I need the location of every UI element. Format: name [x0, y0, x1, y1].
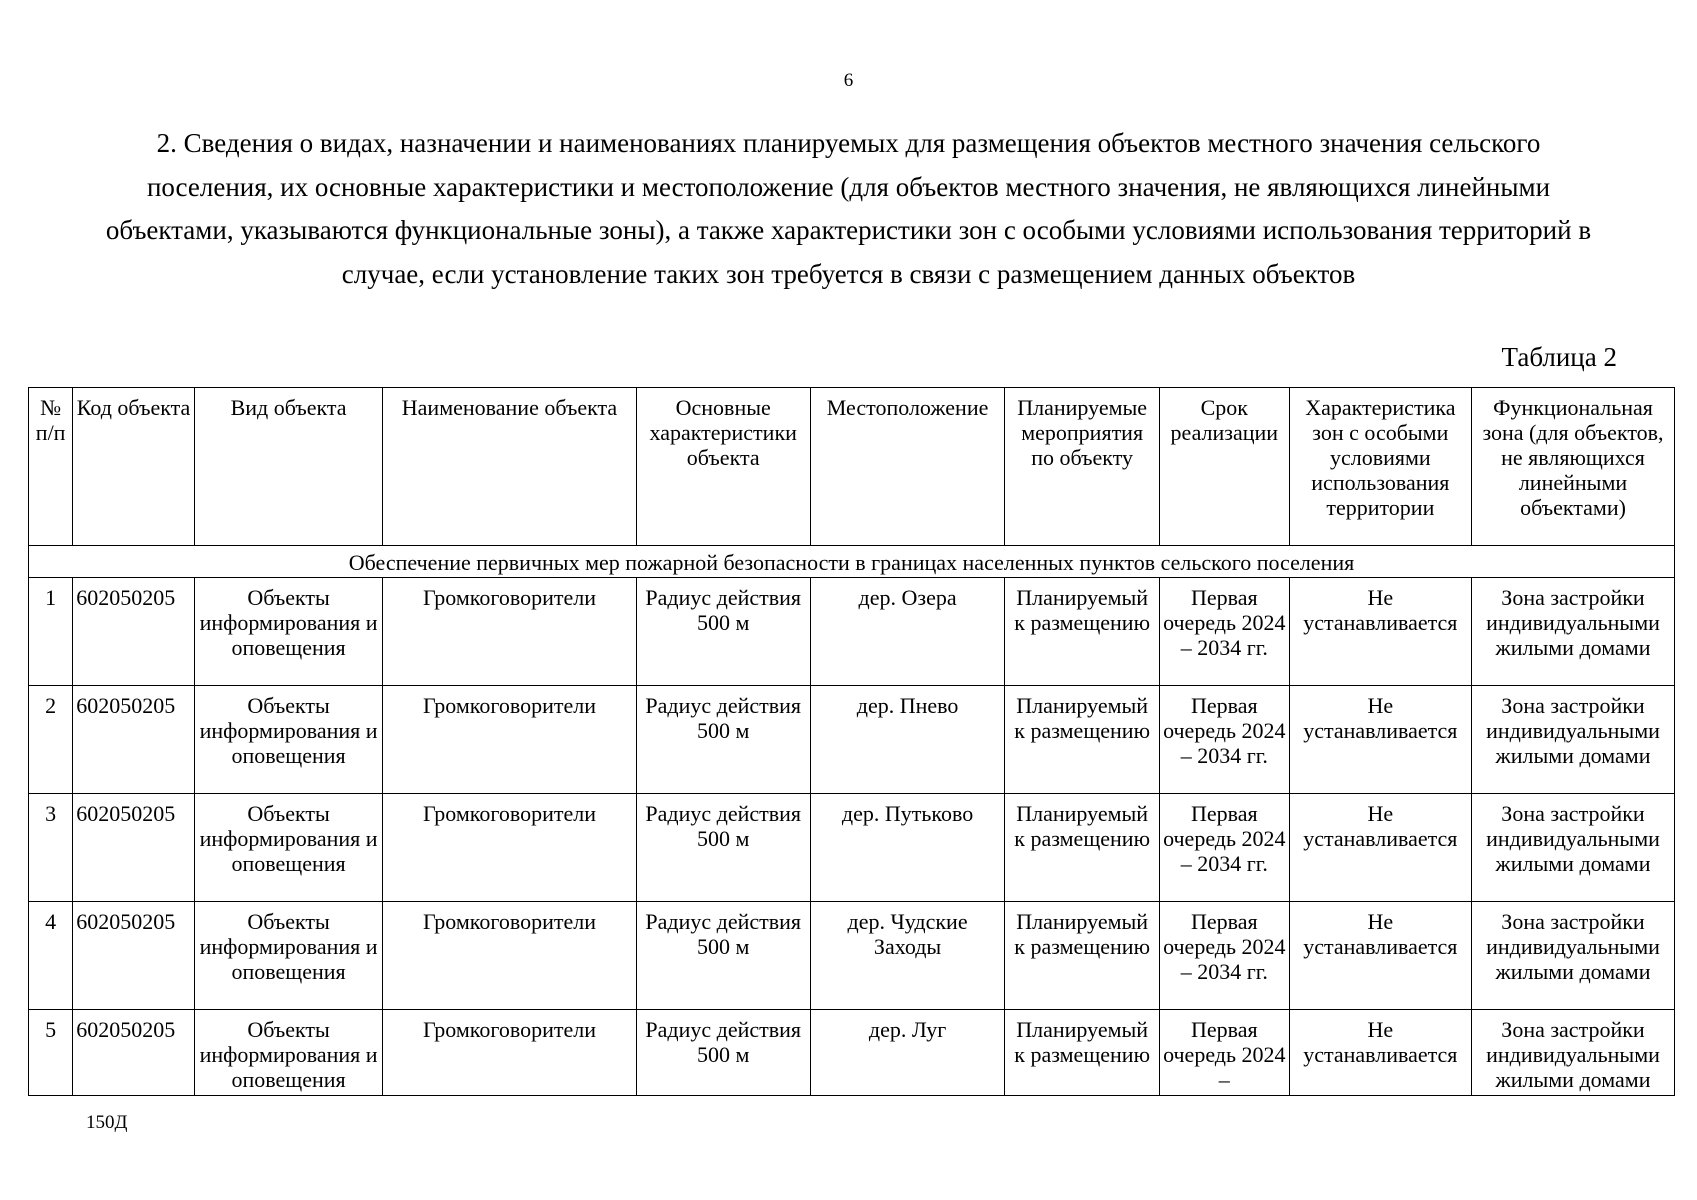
header-cell-functional-zone: Функциональная зона (для объектов, не являющихся линейными объектами) [1472, 388, 1675, 546]
cell-characteristics: Радиус действия 500 м [636, 1010, 810, 1096]
cell-object-type: Объекты информирования и оповещения [194, 902, 382, 1010]
cell-code: 602050205 [73, 686, 195, 794]
cell-functional-zone: Зона застройки индивидуальными жилыми домами [1472, 1010, 1675, 1096]
cell-number: 4 [29, 902, 73, 1010]
cell-number: 3 [29, 794, 73, 902]
cell-location: дер. Чудские Заходы [810, 902, 1005, 1010]
cell-planned-measures: Планируемый к размещению [1005, 578, 1160, 686]
cell-term: Первая очередь 2024 – 2034 гг. [1159, 578, 1289, 686]
cell-location: дер. Пнево [810, 686, 1005, 794]
header-cell-characteristics: Основные характеристики объекта [636, 388, 810, 546]
cell-zone-characteristics: Не устанавливается [1289, 686, 1471, 794]
cell-planned-measures: Планируемый к размещению [1005, 1010, 1160, 1096]
cell-code: 602050205 [73, 902, 195, 1010]
cell-characteristics: Радиус действия 500 м [636, 686, 810, 794]
cell-code: 602050205 [73, 578, 195, 686]
cell-location: дер. Путьково [810, 794, 1005, 902]
cell-object-name: Громкоговорители [383, 1010, 636, 1096]
section-row [29, 546, 1675, 578]
table-row [29, 1010, 1675, 1096]
header-cell-planned-measures: Планируемые мероприятия по объекту [1005, 388, 1160, 546]
cell-term: Первая очередь 2024 – [1159, 1010, 1289, 1096]
section-title: Обеспечение первичных мер пожарной безопасности в границах населенных пунктов сельского поселения [29, 546, 1675, 578]
table-header-row [29, 388, 1675, 546]
header-cell-code: Код объекта [73, 388, 195, 546]
cell-planned-measures: Планируемый к размещению [1005, 686, 1160, 794]
cell-object-type: Объекты информирования и оповещения [194, 578, 382, 686]
table-row [29, 794, 1675, 902]
table-row [29, 686, 1675, 794]
cell-term: Первая очередь 2024 – 2034 гг. [1159, 902, 1289, 1010]
cell-object-name: Громкоговорители [383, 794, 636, 902]
cell-term: Первая очередь 2024 – 2034 гг. [1159, 794, 1289, 902]
cell-number: 2 [29, 686, 73, 794]
cell-number: 1 [29, 578, 73, 686]
page-number: 6 [843, 70, 854, 91]
cell-object-name: Громкоговорители [383, 578, 636, 686]
cell-term: Первая очередь 2024 – 2034 гг. [1159, 686, 1289, 794]
cell-planned-measures: Планируемый к размещению [1005, 794, 1160, 902]
cell-zone-characteristics: Не устанавливается [1289, 902, 1471, 1010]
cell-characteristics: Радиус действия 500 м [636, 794, 810, 902]
cell-object-type: Объекты информирования и оповещения [194, 686, 382, 794]
cell-characteristics: Радиус действия 500 м [636, 902, 810, 1010]
cell-functional-zone: Зона застройки индивидуальными жилыми домами [1472, 578, 1675, 686]
cell-object-type: Объекты информирования и оповещения [194, 1010, 382, 1096]
footer-code: 150Д [86, 1112, 128, 1133]
cell-zone-characteristics: Не устанавливается [1289, 1010, 1471, 1096]
cell-code: 602050205 [73, 794, 195, 902]
cell-object-name: Громкоговорители [383, 686, 636, 794]
cell-object-type: Объекты информирования и оповещения [194, 794, 382, 902]
cell-planned-measures: Планируемый к размещению [1005, 902, 1160, 1010]
cell-zone-characteristics: Не устанавливается [1289, 794, 1471, 902]
table-caption: Таблица 2 [1501, 342, 1617, 372]
cell-functional-zone: Зона застройки индивидуальными жилыми домами [1472, 902, 1675, 1010]
table-row [29, 902, 1675, 1010]
cell-number: 5 [29, 1010, 73, 1096]
cell-location: дер. Озера [810, 578, 1005, 686]
cell-characteristics: Радиус действия 500 м [636, 578, 810, 686]
cell-functional-zone: Зона застройки индивидуальными жилыми домами [1472, 686, 1675, 794]
document-heading: 2. Сведения о видах, назначении и наименованиях планируемых для размещения объектов местного значения сельского поселения, их основные характеристики и местоположение (для объектов местного значения, не являющихся линейными объектами, указываются функциональные зоны), а также характеристики зон с особыми условиями использования территорий в случае, если установление таких зон требуется в связи с размещением данных объектов [105, 128, 1592, 289]
cell-location: дер. Луг [810, 1010, 1005, 1096]
header-cell-object-type: Вид объекта [194, 388, 382, 546]
table-row [29, 578, 1675, 686]
header-cell-number: № п/п [29, 388, 73, 546]
cell-code: 602050205 [73, 1010, 195, 1096]
cell-object-name: Громкоговорители [383, 902, 636, 1010]
header-cell-term: Срок реализации [1159, 388, 1289, 546]
cell-functional-zone: Зона застройки индивидуальными жилыми домами [1472, 794, 1675, 902]
objects-table [28, 387, 1675, 1096]
header-cell-location: Местоположение [810, 388, 1005, 546]
header-cell-zone-characteristics: Характеристика зон с особыми условиями использования территории [1289, 388, 1471, 546]
header-cell-object-name: Наименование объекта [383, 388, 636, 546]
cell-zone-characteristics: Не устанавливается [1289, 578, 1471, 686]
